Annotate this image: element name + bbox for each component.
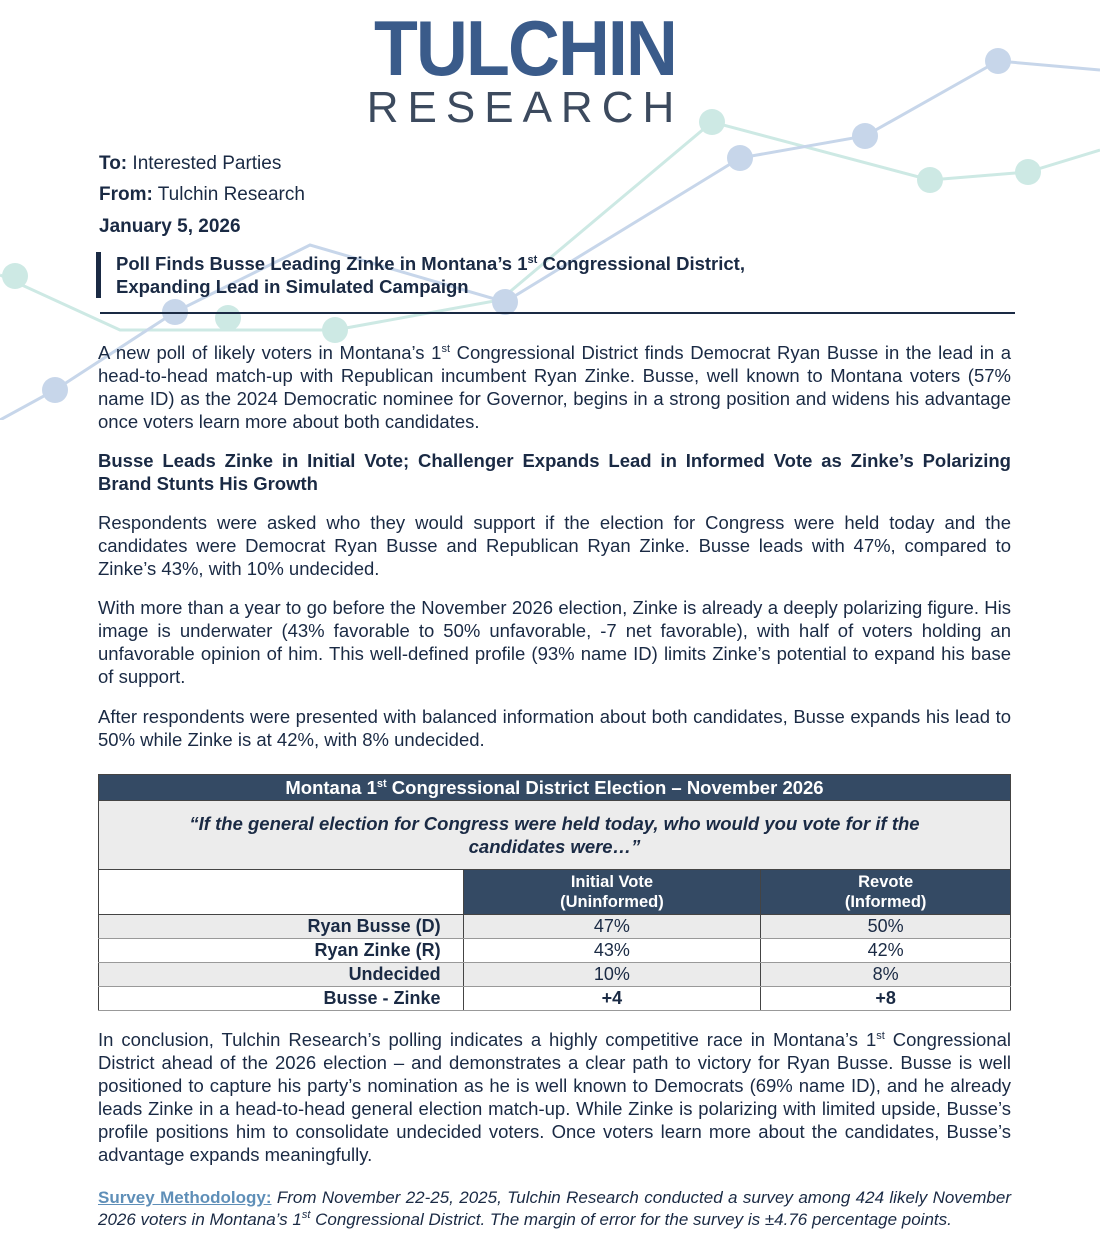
memo-to-line <box>99 152 281 176</box>
section-subhead: Busse Leads Zinke in Initial Vote; Challenger Expands Lead in Informed Vote as Zinke’s Polarizing Brand Stunts His Growth <box>98 450 1011 494</box>
conclusion-text-start: In conclusion, Tulchin Research’s polling indicates a highly competitive race in Montana’s 1 <box>98 1029 877 1050</box>
intro-paragraph <box>98 341 1011 433</box>
table-row <box>99 963 1011 987</box>
table-title-start: Montana 1 <box>285 776 377 798</box>
memo-from-label: From: <box>99 184 153 205</box>
intro-text-start: A new poll of likely voters in Montana’s 1 <box>98 342 442 363</box>
row-label: Busse - Zinke <box>99 987 464 1011</box>
headline-superscript: st <box>527 254 538 266</box>
intro-superscript: st <box>441 343 451 355</box>
table-title-superscript: st <box>376 777 387 790</box>
initial-vote-value: 10% <box>463 963 761 987</box>
conclusion-superscript: st <box>876 1030 885 1042</box>
intro-text-end: Congressional District finds Democrat Ryan Busse in the lead in a head-to-head match-up with Republican incumbent Ryan Zinke. Busse, well known to Montana voters (57% name ID) as the 2024 Democratic nominee for Governor, begins in a strong position and widens his advantage once voters learn more about both candidates. <box>98 342 1011 432</box>
table-row <box>99 915 1011 939</box>
column-header-initial-line-2: (Uninformed) <box>560 893 664 911</box>
memo-from-line <box>99 183 305 207</box>
revote-value: 8% <box>761 963 1011 987</box>
initial-vote-margin: +4 <box>463 987 761 1011</box>
table-title-end: Congressional District Election – November 2026 <box>386 776 824 798</box>
table-row <box>99 987 1011 1011</box>
table-question: “If the general election for Congress were held today, who would you vote for if the candidates were…” <box>99 801 1011 870</box>
methodology-text-end: Congressional District. The margin of error for the survey is ±4.76 percentage points. <box>310 1209 952 1229</box>
methodology-superscript: st <box>301 1208 311 1221</box>
memo-from-value: Tulchin Research <box>157 184 305 205</box>
conclusion-paragraph <box>98 1028 1011 1166</box>
row-label: Ryan Busse (D) <box>99 915 464 939</box>
table-corner-cell <box>99 870 464 915</box>
headline-line-1-text: Poll Finds Busse Leading Zinke in Montana’s 1 <box>116 253 528 274</box>
memo-to-label: To: <box>99 153 128 174</box>
headline-line-2: Expanding Lead in Simulated Campaign <box>116 276 469 297</box>
header-divider <box>100 312 1015 314</box>
column-header-revote-line-1: Revote <box>858 873 914 891</box>
memo-date: January 5, 2026 <box>99 216 241 237</box>
revote-value: 50% <box>761 915 1011 939</box>
logo-subtitle: RESEARCH <box>366 83 684 132</box>
poll-results-table <box>98 774 1011 1011</box>
methodology-label: Survey Methodology: <box>98 1188 272 1207</box>
logo-wordmark: TULCHIN <box>373 4 677 92</box>
initial-vote-value: 43% <box>463 939 761 963</box>
column-header-initial <box>463 870 761 915</box>
revote-margin: +8 <box>761 987 1011 1011</box>
headline <box>96 252 1016 298</box>
row-label: Undecided <box>99 963 464 987</box>
column-header-revote-line-2: (Informed) <box>844 893 927 911</box>
column-header-initial-line-1: Initial Vote <box>570 873 654 891</box>
memo-to-value: Interested Parties <box>132 153 282 174</box>
tulchin-logo <box>330 4 720 132</box>
survey-methodology <box>98 1187 1011 1230</box>
initial-vote-value: 47% <box>463 915 761 939</box>
conclusion-text-end: Congressional District ahead of the 2026 election – and demonstrates a clear path to victory for Ryan Busse. Busse is well positioned to capture his party’s nomination as he is well known to Democrats (69% name ID), and he already leads Zinke in a head-to-head general election match-up. While Zinke is polarizing with limited upside, Busse’s profile positions him to consolidate undecided voters. Once voters learn more about the candidates, Busse’s advantage expands meaningfully. <box>98 1029 1011 1165</box>
memo-date-line <box>99 215 241 239</box>
revote-value: 42% <box>761 939 1011 963</box>
paragraph-polarizing: With more than a year to go before the November 2026 election, Zinke is already a deeply polarizing figure. His image is underwater (43% favorable to 50% unfavorable, -7 net favorable), with half of voters holding an unfavorable opinion of him. This well-defined profile (93% name ID) limits Zinke’s potential to expand his base of support. <box>98 597 1011 687</box>
paragraph-informed-vote: After respondents were presented with balanced information about both candidates, Busse expands his lead to 50% while Zinke is at 42%, with 8% undecided. <box>98 706 1011 750</box>
column-header-revote <box>761 870 1011 915</box>
methodology-text-start: From November 22-25, 2025, Tulchin Research conducted a survey among 424 likely November 2026 voters in Montana’s 1 <box>98 1188 1011 1229</box>
headline-line-1-end: Congressional District, <box>537 253 745 274</box>
headline-line-1 <box>116 252 1016 275</box>
table-row <box>99 939 1011 963</box>
row-label: Ryan Zinke (R) <box>99 939 464 963</box>
paragraph-initial-vote: Respondents were asked who they would support if the election for Congress were held today and the candidates were Democrat Ryan Busse and Republican Ryan Zinke. Busse leads with 47%, compared to Zinke’s 43%, with 10% undecided. <box>98 512 1011 579</box>
table-title <box>99 775 1011 801</box>
